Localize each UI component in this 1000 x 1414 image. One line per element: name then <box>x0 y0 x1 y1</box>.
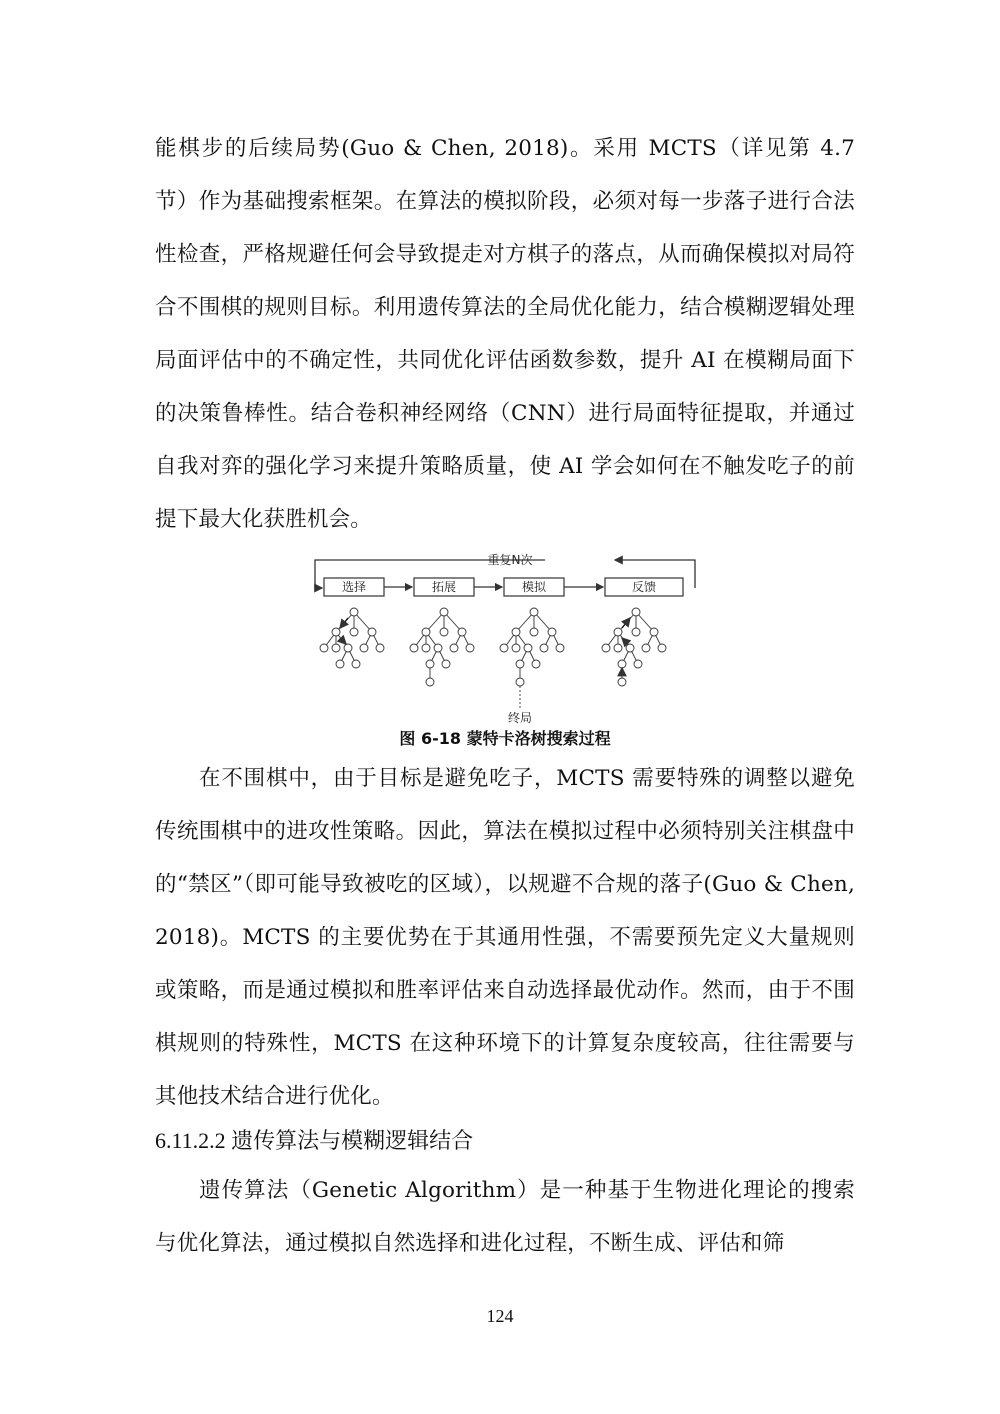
mcts-figure <box>300 548 720 724</box>
body-paragraph-2 <box>155 752 855 1123</box>
tree-expand <box>410 608 474 686</box>
stage-label-expand: 拓展 <box>431 580 457 594</box>
tree-simulate <box>500 608 564 708</box>
repeat-label: 重复N次 <box>487 553 533 567</box>
terminal-label: 终局 <box>507 711 533 724</box>
paragraph-text: 在不围棋中，由于目标是避免吃子，MCTS 需要特殊的调整以避免传统围棋中的进攻性策略。因此，算法在模拟过程中必须特别关注棋盘中的“禁区”（即可能导致被吃的区域），以规避不合规的落子(Guo & Chen, 2018)。MCTS 的主要优势在于其通用性强，不需要预先定义大量规则或策略，而是通过模拟和胜率评估来自动选择最优动作。然而，由于不围棋规则的特殊性，MCTS 在这种环境下的计算复杂度较高，往往需要与其他技术结合进行优化。 <box>155 766 855 1109</box>
stage-label-simulate: 模拟 <box>521 580 547 594</box>
paragraph-text: 能棋步的后续局势(Guo & Chen, 2018)。采用 MCTS（详见第 4.7 节）作为基础搜索框架。在算法的模拟阶段，必须对每一步落子进行合法性检查，严格规避任何会导致提走对方棋子的落点，从而确保模拟对局符合不围棋的规则目标。利用遗传算法的全局优化能力，结合模糊逻辑处理局面评估中的不确定性，共同优化评估函数参数，提升 AI 在模糊局面下的决策鲁棒性。结合卷积神经网络（CNN）进行局面特征提取，并通过自我对弈的强化学习来提升策略质量，使 AI 学会如何在不触发吃子的前提下最大化获胜机会。 <box>155 136 855 532</box>
section-heading: 6.11.2.2 遗传算法与模糊逻辑结合 <box>155 1128 474 1153</box>
tree-feedback <box>602 608 666 686</box>
figure-caption: 图 6-18 蒙特卡洛树搜索过程 <box>399 729 611 748</box>
paragraph-text: 遗传算法（Genetic Algorithm）是一种基于生物进化理论的搜索与优化算法，通过模拟自然选择和进化过程，不断生成、评估和筛 <box>155 1178 855 1256</box>
body-paragraph-1 <box>155 122 855 546</box>
body-paragraph-3 <box>155 1164 855 1270</box>
stage-label-feedback: 反馈 <box>631 580 657 594</box>
page-number: 124 <box>486 1306 514 1326</box>
stage-label-select: 选择 <box>341 580 367 594</box>
tree-select <box>320 608 384 668</box>
